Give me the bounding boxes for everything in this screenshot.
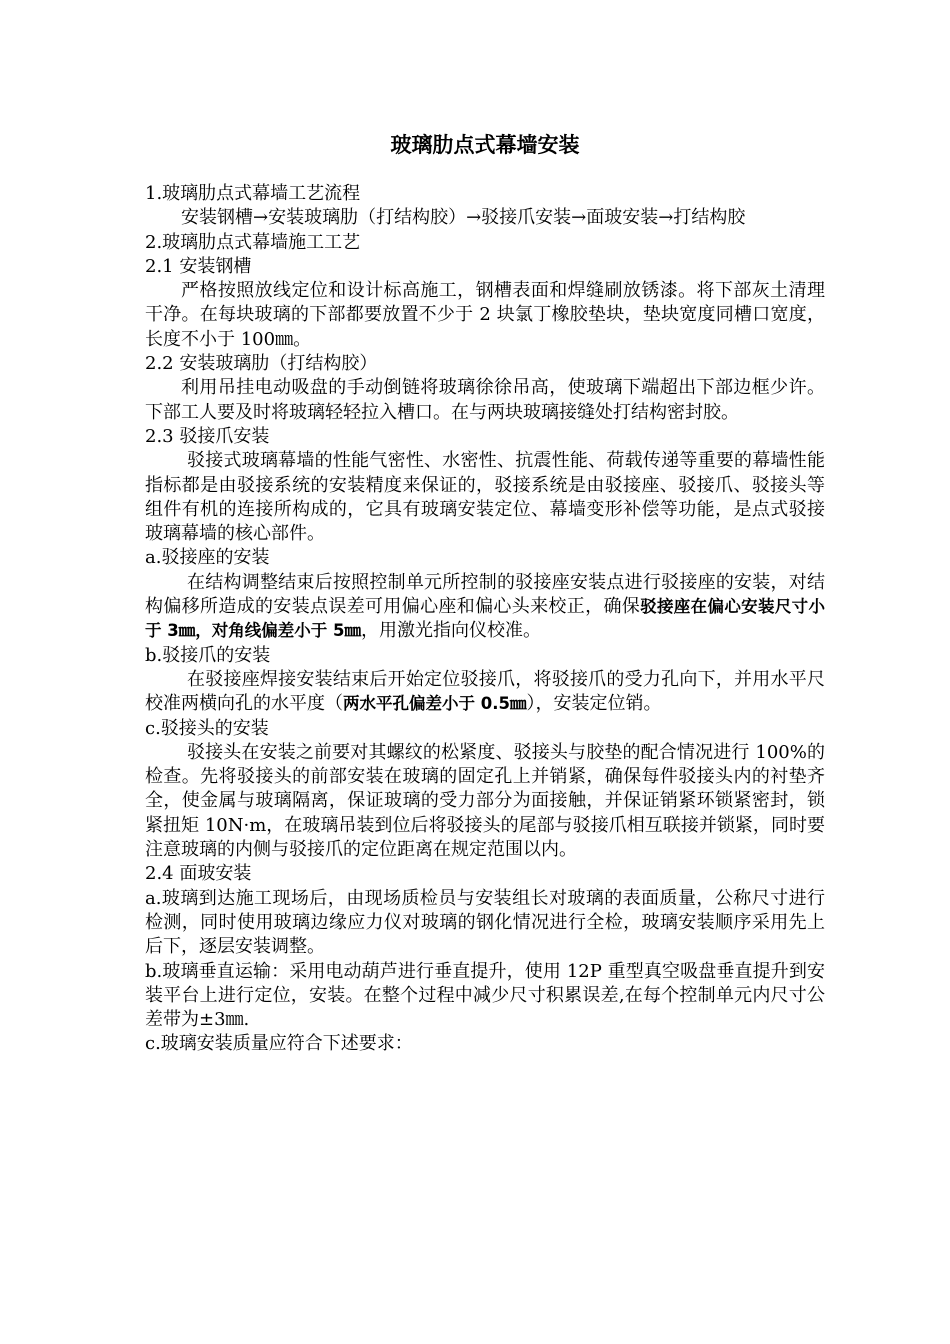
section-2-4-item-b: b.玻璃垂直运输：采用电动葫芦进行垂直提升，使用 12P 重型真空吸盘垂直提升到安装平台上进行定位，安装。在整个过程中减少尺寸积累误差,在每个控制单元内尺寸公差带为±3㎜.	[145, 960, 825, 1031]
section-1-heading: 1.玻璃肋点式幕墙工艺流程	[145, 183, 361, 204]
section-2-heading: 2.玻璃肋点式幕墙施工工艺	[145, 231, 361, 253]
subsection-a-text-part-1: 在结构调整结束后按照控制单元所控制的驳接座安装点进行驳接座的安装，对结构偏移所造成的安装点误差可用偏心座和偏心头来校正，确保	[145, 571, 825, 618]
subsection-a-text-part-2: ，用激光指向仪校准。	[360, 620, 541, 642]
subsection-b-text-part-2: ），安装定位销。	[526, 693, 662, 715]
process-flow-text: 安装钢槽→安装玻璃肋（打结构胶）→驳接爪安装→面玻安装→打结构胶	[181, 207, 746, 229]
section-2-1-text: 严格按照放线定位和设计标高施工，钢槽表面和焊缝刷放锈漆。将下部灰土清理干净。在每块玻璃的下部都要放置不少于 2 块氯丁橡胶垫块，垫块宽度同槽口宽度，长度不小于 100㎜。	[145, 280, 825, 350]
section-2-3-intro: 驳接式玻璃幕墙的性能气密性、水密性、抗震性能、荷载传递等重要的幕墙性能指标都是由驳接系统的安装精度来保证的，驳接系统是由驳接座、驳接爪、驳接头等组件有机的连接所构成的，它具有玻璃安装定位、幕墙变形补偿等功能，是点式驳接玻璃幕墙的核心部件。	[145, 450, 825, 545]
section-2-2-heading: 2.2 安装玻璃肋（打结构胶）	[145, 353, 378, 375]
section-2-3-heading: 2.3 驳接爪安装	[145, 425, 270, 447]
subsection-b-text-part-1: 在驳接座焊接安装结束后开始定位驳接爪，将驳接爪的受力孔向下，并用水平尺校准两横向孔的水平度（	[145, 668, 825, 715]
subsection-c-heading: c.驳接头的安装	[145, 717, 269, 739]
subsection-b-heading: b.驳接爪的安装	[145, 644, 271, 666]
section-2-4-item-a: a.玻璃到达施工现场后，由现场质检员与安装组长对玻璃的表面质量，公称尺寸进行检测，同时使用玻璃边缘应力仪对玻璃的钢化情况进行全检，玻璃安装顺序采用先上后下，逐层安装调整。	[145, 887, 825, 958]
section-2-1-heading: 2.1 安装钢槽	[145, 255, 252, 277]
document-page	[145, 130, 825, 1057]
subsection-a-text-bold: 驳接座在偏心安装尺寸小于 3㎜，对角线偏差小于 5㎜	[145, 597, 826, 641]
section-2-4-item-c: c.玻璃安装质量应符合下述要求：	[145, 1033, 413, 1055]
subsection-b-text	[145, 668, 825, 717]
subsection-c-text: 驳接头在安装之前要对其螺纹的松紧度、驳接头与胶垫的配合情况进行 100%的检查。先将驳接头的前部安装在玻璃的固定孔上并销紧，确保每件驳接头内的衬垫齐全，使金属与玻璃隔离，保证玻璃的受力部分为面接触，并保证销紧环锁紧密封，锁紧扭矩 10N·m，在玻璃吊装到位后将驳接头的尾部与驳接爪相互联接并锁紧，同时要注意玻璃的内侧与驳接爪的定位距离在规定范围以内。	[145, 741, 825, 861]
subsection-b-text-bold: 两水平孔偏差小于 0.5㎜	[343, 694, 527, 714]
subsection-a-heading: a.驳接座的安装	[145, 547, 270, 569]
document-title: 玻璃肋点式幕墙安装	[390, 133, 580, 157]
section-2-2-text: 利用吊挂电动吸盘的手动倒链将玻璃徐徐吊高，使玻璃下端超出下部边框少许。下部工人要及时将玻璃轻轻拉入槽口。在与两块玻璃接缝处打结构密封胶。	[145, 377, 825, 423]
section-2-4-heading: 2.4 面玻安装	[145, 863, 252, 885]
subsection-a-text	[145, 571, 825, 644]
